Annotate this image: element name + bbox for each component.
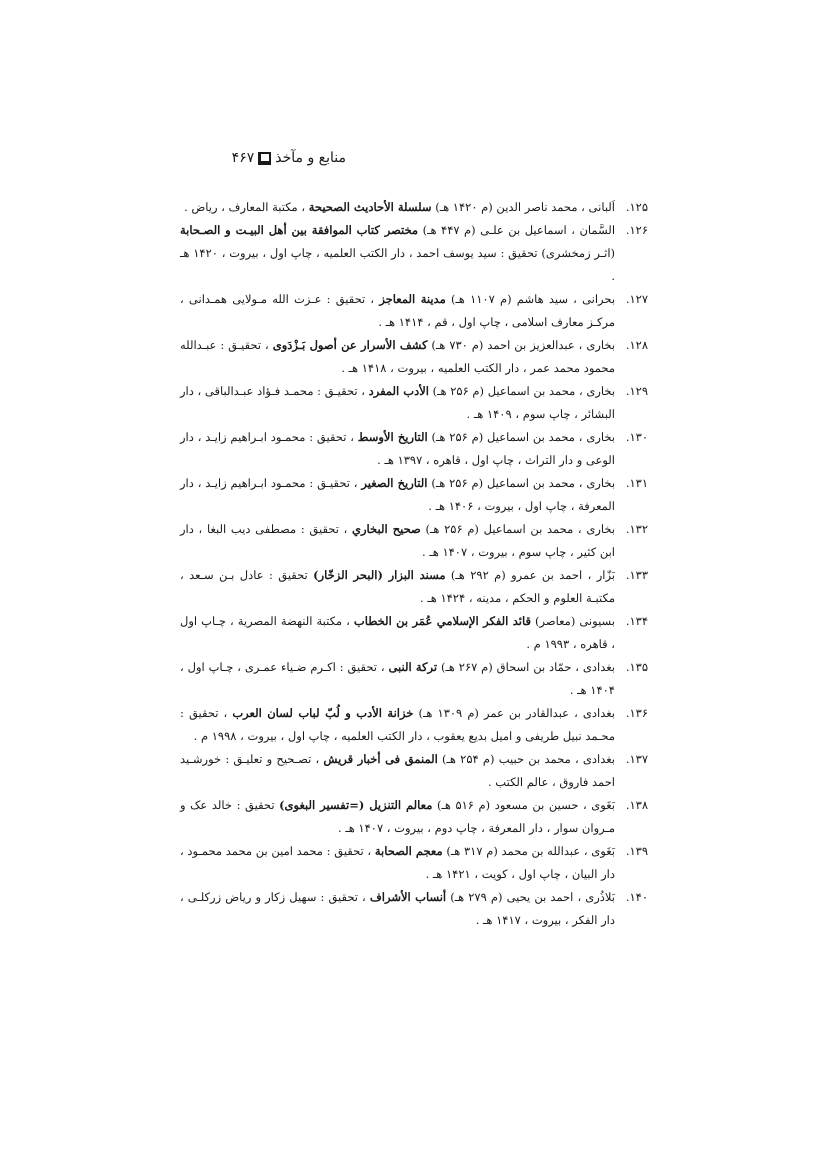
bibliography-entry [180,219,648,288]
entry-text [180,890,615,927]
entry-number: ۱۳۲. [625,522,648,536]
entry-book-title: ترکة النبی [388,660,438,674]
entry-publication-details: تحقیق : خالد عک و مـروان سوار ، دار المعرفة ، چاپ دوم ، بیروت ، ۱۴۰۷ هـ . [180,798,615,835]
entry-publication-details: ، مکتبة المعارف ، ریاض . [184,200,309,214]
entry-publication-details: ، تصـحیح و تعلیـق : خورشـید احمد فاروق ، عالم الکتب . [180,752,615,789]
entry-number: ۱۳۹. [625,844,648,858]
entry-number: ۱۳۴. [625,614,648,628]
entry-book-title: قائد الفکر الإسلامي عُمَر بن الخطاب [353,614,531,628]
entry-text [180,844,615,881]
entry-book-title: المنمق فی أخبار قریش [323,752,438,766]
entry-book-title: صحیح البخاري [352,522,421,536]
bibliography-entry [180,564,648,610]
entry-number: ۱۴۰. [625,890,648,904]
entry-book-title: مدینة المعاجز [379,292,446,306]
entry-text [180,522,615,559]
entry-author: بَغَوی ، عبدالله بن محمد (م ۳۱۷ هـ) [442,844,615,858]
entry-number: ۱۲۸. [625,338,648,352]
entry-book-title: کشف الأسرار عن أصول بَـزْدَوی [272,338,428,352]
entry-book-title: مختصر کتاب الموافقة بین أهل البیـت و الصـحابة [180,223,419,237]
entry-book-title: أنساب الأشراف [369,890,447,904]
entry-author: بَلاذُری ، احمد بن یحیی (م ۲۷۹ هـ) [446,890,615,904]
running-header [206,150,346,166]
entry-text [180,798,615,835]
entry-author: السَّمان ، اسماعیل بن علـی (م ۴۴۷ هـ) [418,223,616,237]
bibliography-entry [180,748,648,794]
entry-author: بحرانی ، سید هاشم (م ۱۱۰۷ هـ) [445,292,616,306]
entry-publication-details: ، تحقیـق : عبـدالله محمود محمد عمر ، دار الکتب العلمیه ، بیروت ، ۱۴۱۸ هـ . [180,338,615,375]
page-number: ۴۶۷ [231,150,255,166]
entry-number: ۱۲۹. [625,384,648,398]
entry-author: بَزّار ، احمد بن عمرو (م ۲۹۲ هـ) [445,568,615,582]
entry-author: بخاری ، محمد بن اسماعیل (م ۲۵۶ هـ) [427,476,616,490]
entry-author: بخاری ، محمد بن اسماعیل (م ۲۵۶ هـ) [427,430,615,444]
entry-author: بسیونی (معاصر) [530,614,615,628]
entry-author: بخاری ، عبدالعزیز بن احمد (م ۷۳۰ هـ) [427,338,616,352]
entry-number: ۱۲۷. [625,292,648,306]
bibliography-entry [180,288,648,334]
entry-text [180,292,615,329]
entry-book-title: معجم الصحابة [374,844,443,858]
entry-publication-details: ، تحقیق : عـزت الله مـولایی همـدانی ، مرکـز معارف اسلامی ، چاپ اول ، قم ، ۱۴۱۴ هـ . [180,292,615,329]
entry-publication-details: ، تحقیق : سهیل زکار و ریاض زرکلـی ، دار الفکر ، بیروت ، ۱۴۱۷ هـ . [180,890,615,927]
entry-book-title: خزانة الأدب و لُبّ لباب لسان العرب [232,706,414,720]
entry-book-title: سلسلة الأحادیث الصحیحة [308,200,432,214]
entry-text [180,752,615,789]
bibliography-entry [180,702,648,748]
entry-number: ۱۳۷. [625,752,648,766]
entry-author: بغدادی ، محمد بن حبیب (م ۲۵۴ هـ) [437,752,616,766]
entry-author: بغدادی ، عبدالقادر بن عمر (م ۱۳۰۹ هـ) [413,706,616,720]
entry-book-title: معالم التنزیل (=تفسیر البغوی) [279,798,433,812]
entry-publication-details: ، مکتبة النهضة المصریة ، چـاپ اول ، قاهره ، ۱۹۹۳ م . [180,614,615,651]
page-marker-icon [258,152,271,165]
entry-text [180,430,615,467]
bibliography-entry [180,840,648,886]
bibliography-entry [180,472,648,518]
entry-number: ۱۲۵. [625,200,648,214]
entry-book-title: التاریخ الأوسط [357,430,428,444]
entry-publication-details: ، تحقیق : مصطفی دیب البغا ، دار ابن کثیر ، چاپ سوم ، بیروت ، ۱۴۰۷ هـ . [180,522,615,559]
bibliography-entry [180,334,648,380]
entry-number: ۱۳۳. [625,568,648,582]
entry-book-title: الأدب المفرد [368,384,429,398]
entry-number: ۱۳۸. [625,798,648,812]
bibliography-entry [180,426,648,472]
entry-publication-details: ، تحقیق : محـمد نبیل طریفی و امیل بدیع یعقوب ، دار الکتب العلمیه ، چاپ اول ، بیروت ، ۱۹۹۸ م . [180,706,615,743]
entry-text [180,568,615,605]
entry-publication-details: ، تحقیـق : محمـود ابـراهیم زایـد ، دار المعرفة ، چاپ اول ، بیروت ، ۱۴۰۶ هـ . [180,476,615,513]
entry-publication-details: ، تحقیـق : محمـد فـؤاد عبـدالباقی ، دار البشائر ، چاپ سوم ، ۱۴۰۹ هـ . [180,384,615,421]
bibliography-list [180,196,648,932]
entry-text [180,660,615,697]
entry-number: ۱۳۱. [625,476,648,490]
entry-publication-details: ، تحقیق : محمد امین بن محمد محمـود ، دار البیان ، چاپ اول ، کویت ، ۱۴۲۱ هـ . [180,844,615,881]
bibliography-entry [180,886,648,932]
entry-book-title: التاریخ الصغیر [361,476,428,490]
entry-publication-details: ، تحقیق : محمـود ابـراهیم زایـد ، دار الوعی و دار التراث ، چاپ اول ، قاهره ، ۱۳۹۷ هـ . [180,430,615,467]
bibliography-entry [180,518,648,564]
entry-publication-details: (اثـر زمخشری) تحقیق : سید یوسف احمد ، دار الکتب العلمیه ، چاپ اول ، بیروت ، ۱۴۲۰ هـ . [180,246,615,283]
entry-text [180,476,615,513]
bibliography-entry [180,794,648,840]
entry-text [180,384,615,421]
entry-publication-details: تحقیق : عادل بـن سـعد ، مکتبـة العلوم و الحکم ، مدینه ، ۱۴۲۴ هـ . [180,568,615,605]
entry-number: ۱۲۶. [625,223,648,237]
bibliography-entry [180,656,648,702]
entry-text [180,706,615,743]
entry-text [180,338,615,375]
entry-publication-details: ، تحقیق : اکـرم ضـیاء عمـری ، چـاپ اول ، ۱۴۰۴ هـ . [180,660,615,697]
section-title: منابع و مآخذ [275,150,346,166]
entry-author: بخاری ، محمد بن اسماعیل (م ۲۵۶ هـ) [428,384,616,398]
entry-author: بَغَوی ، حسین بن مسعود (م ۵۱۶ هـ) [432,798,615,812]
entry-text [184,200,615,214]
entry-author: بخاری ، محمد بن اسماعیل (م ۲۵۶ هـ) [420,522,616,536]
entry-text [180,614,615,651]
bibliography-entry [180,196,648,219]
bibliography-entry [180,380,648,426]
entry-author: بغدادی ، حمّاد بن اسحاق (م ۲۶۷ هـ) [437,660,615,674]
bibliography-entry [180,610,648,656]
entry-number: ۱۳۰. [625,430,648,444]
entry-text [180,223,615,283]
entry-book-title: مسند البزار (البحر الزخّار) [313,568,446,582]
entry-author: اَلبانی ، محمد ناصر الدین (م ۱۴۲۰ هـ) [431,200,615,214]
entry-number: ۱۳۵. [625,660,648,674]
entry-number: ۱۳۶. [625,706,648,720]
